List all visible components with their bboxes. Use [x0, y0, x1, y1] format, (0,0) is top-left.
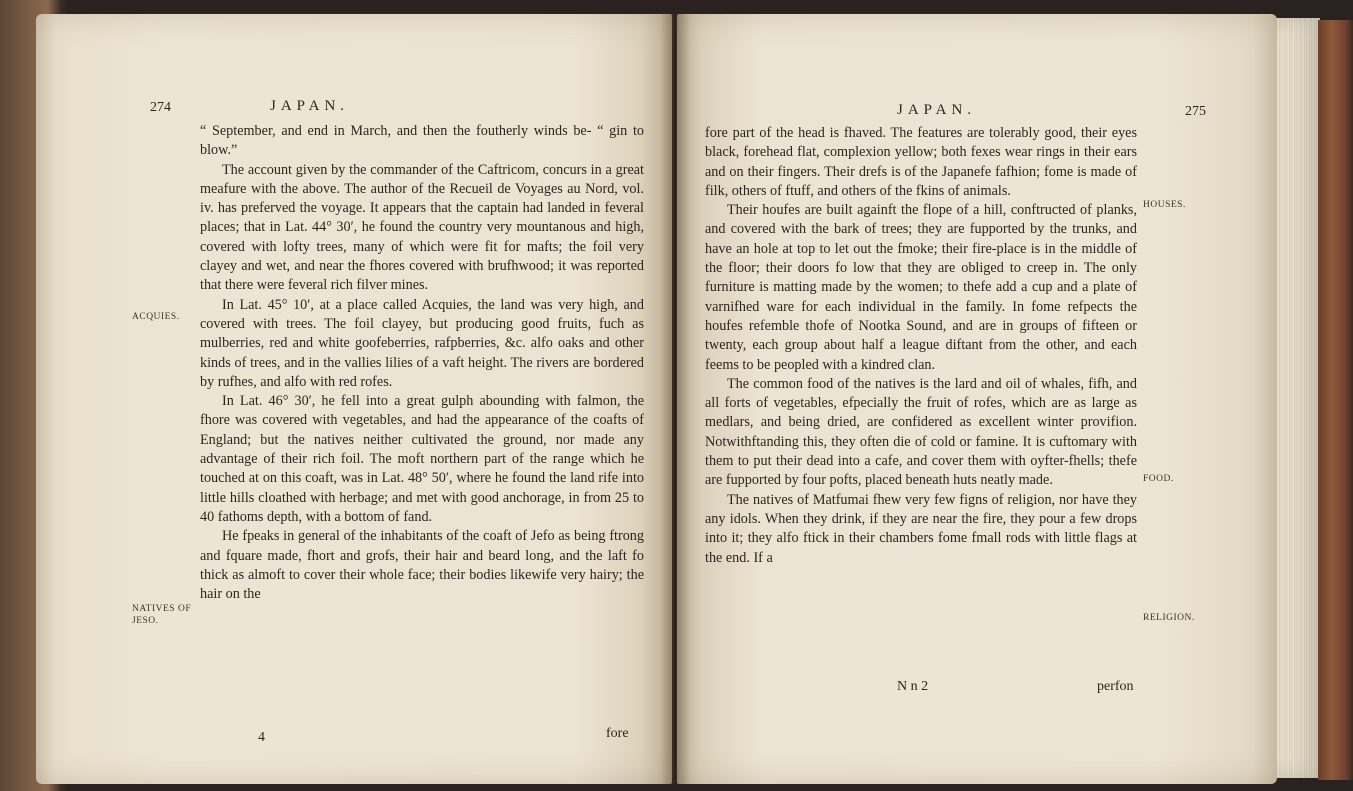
marginal-note-houses: HOUSES. — [1143, 200, 1186, 210]
paragraph: The account given by the commander of the Caftricom, concurs in a great meafure with the above. The author of the Recueil de Voyages au Nord, vol. iv. has preferved the voyage. It appears that the captain had landed in feveral places; that in Lat. 44° 30′, he found the country very mountanous and high, covered with lofty trees, many of which were fit for mafts; the foil very clayey and wet, and near the fhores covered with brufhwood; it was reported that there were feveral rich filver mines. — [200, 161, 644, 294]
marginal-note-food: FOOD. — [1143, 474, 1174, 484]
right-running-header: JAPAN. — [897, 102, 977, 118]
marginal-note-religion: RELIGION. — [1143, 613, 1195, 623]
paragraph: The natives of Matfumai fhew very few figns of religion, nor have they any idols. When they drink, if they are near the fire, they pour a few drops into it; they alfo ftick in their chambers fome fmall rods with little flags at the end. If a — [705, 491, 1137, 566]
paragraph: In Lat. 45° 10′, at a place called Acquies, the land was very high, and covered with trees. The foil clayey, but producing good fruits, fuch as mulberries, red and white goofeberries, rafpberries, &c. alfo oaks and other kinds of trees, and in the vallies lilies of a vaft height. The rivers are bordered by rufhes, and alfo with red rofes. — [200, 296, 644, 390]
marginal-note-acquies: ACQUIES. — [132, 312, 180, 322]
left-running-header: JAPAN. — [270, 98, 350, 114]
left-page — [36, 14, 672, 784]
book-gutter-shadow — [660, 14, 690, 784]
paragraph: fore part of the head is fhaved. The features are tolerably good, their eyes black, forehead flat, complexion yellow; both fexes wear rings in their ears and on their fingers. Their drefs is of the Japanefe fafhion; fome is made of filk, others of ftuff, and others of the fkins of animals. — [705, 125, 1137, 199]
signature-mark: N n 2 — [897, 679, 929, 694]
book-cover-edge — [1318, 20, 1353, 780]
left-page-number: 274 — [150, 100, 171, 115]
paragraph: He fpeaks in general of the inhabitants of the coaft of Jefo as being ftrong and fquare made, fhort and grofs, their hair and beard long, and the laft fo thick as almoft to cover their whole face; their bodies likewife very hairy; the hair on the — [200, 528, 644, 603]
paragraph: In Lat. 46° 30′, he fell into a great gulph abounding with falmon, the fhore was covered with vegetables, and had the appearance of the coafts of England; but the natives neither cultivated the ground, nor made any advantage of their rich foil. The moft northern part of the range which he touched at on this coaft, was in Lat. 48° 50′, where he found the land rife into little hills cloathed with herbage; and met with good anchorage, in from 25 to 40 fathoms depth, with a bottom of fand. — [200, 393, 644, 525]
paragraph: Their houfes are built againft the flope of a hill, conftructed of planks, and covered with the bark of trees; they are fupported by the trunks, and have an hole at top to let out the fmoke; their fire-place is in the middle of the floor; their doors fo low that they are obliged to creep in. The only furniture is matting made by the women; to thefe add a cup and a plate of varnifhed ware for each individual in the family. In fome refpects the houfes refemble thofe of Nootka Sound, and are in groups of fifteen or twenty, each group about half a league diftant from the other, and each feems to be peopled with a kindred clan. — [705, 202, 1137, 373]
catchword: perfon — [1097, 679, 1134, 694]
right-body-text — [705, 124, 1137, 568]
right-page — [677, 14, 1277, 784]
paragraph: “ September, and end in March, and then the foutherly winds be- “ gin to blow.” — [200, 123, 644, 159]
marginal-note-natives: NATIVES OF JESO. — [132, 604, 192, 626]
left-body-text — [200, 122, 644, 604]
right-page-number: 275 — [1185, 104, 1206, 119]
catchword: fore — [606, 726, 629, 741]
paragraph: The common food of the natives is the lard and oil of whales, fifh, and all forts of vegetables, efpecially the fruit of rofes, which are as large as medlars, and being dried, are confidered as excellent winter provifion. Notwithftanding this, they often die of cold or famine. It is cuftomary with them to put their dead into a cafe, and cover them with oyfter-fhells; thefe are fupported by four pofts, placed beneath huts neatly made. — [705, 375, 1137, 489]
signature-mark: 4 — [258, 730, 265, 745]
